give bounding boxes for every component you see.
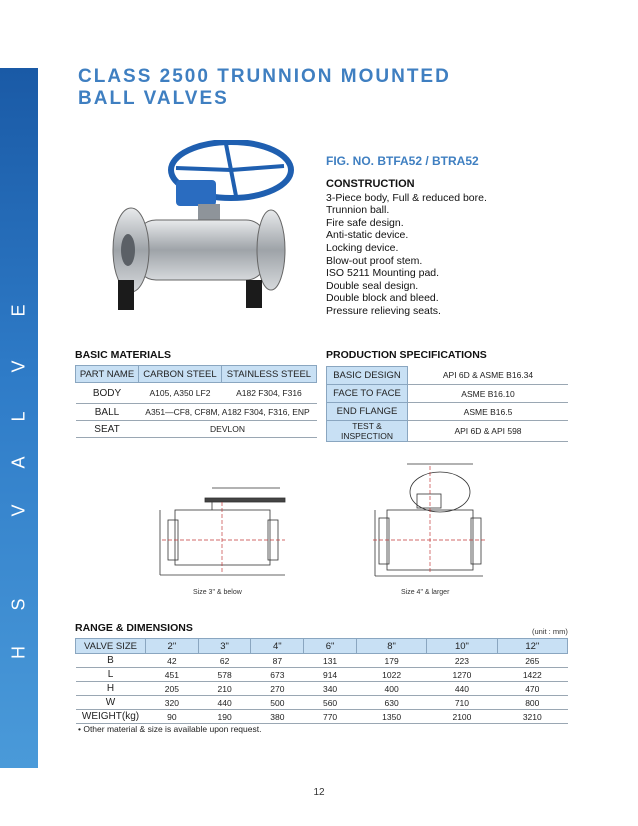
table-cell: 1350 <box>356 710 426 724</box>
side-letter: A <box>8 456 29 469</box>
part-name: BODY <box>76 383 139 404</box>
table-header-row <box>76 639 568 654</box>
part-name: BALL <box>76 404 139 421</box>
table-row <box>76 710 568 724</box>
table-cell: 1422 <box>497 668 567 682</box>
table-cell: 451 <box>146 668 199 682</box>
table-row <box>76 668 568 682</box>
basic-materials-title: BASIC MATERIALS <box>75 349 172 361</box>
spec-value: API 6D & API 598 <box>408 421 569 442</box>
construction-item: Fire safe design. <box>326 216 404 229</box>
table-cell: 710 <box>427 696 497 710</box>
table-header: PART NAME <box>76 366 139 383</box>
table-cell: 440 <box>427 682 497 696</box>
construction-item: Anti-static device. <box>326 229 409 242</box>
table-cell: 380 <box>251 710 304 724</box>
table-cell: 90 <box>146 710 199 724</box>
table-cell: 205 <box>146 682 199 696</box>
table-header: 2" <box>146 639 199 654</box>
spec-key: FACE TO FACE <box>327 385 408 403</box>
table-row <box>76 654 568 668</box>
side-letter: E <box>8 304 29 317</box>
spec-value: API 6D & ASME B16.34 <box>408 367 569 385</box>
construction-item: Double seal design. <box>326 279 419 292</box>
construction-item: Trunnion ball. <box>326 204 390 217</box>
caption-small: Size 3" & below <box>193 589 242 596</box>
page-title <box>78 66 451 110</box>
table-cell: A351—CF8, CF8M, A182 F304, F316, ENP <box>139 404 317 421</box>
row-label: H <box>76 682 146 696</box>
table-cell: 1022 <box>356 668 426 682</box>
page-number: 12 <box>313 787 325 798</box>
construction-item: ISO 5211 Mounting pad. <box>326 267 440 280</box>
table-cell: 400 <box>356 682 426 696</box>
caption-large: Size 4" & larger <box>401 589 450 596</box>
figure-number: FIG. NO. BTFA52 / BTRA52 <box>326 154 479 168</box>
table-cell: 1270 <box>427 668 497 682</box>
spec-key: END FLANGE <box>327 403 408 421</box>
side-banner <box>0 68 38 768</box>
table-row <box>76 696 568 710</box>
table-cell: 340 <box>304 682 357 696</box>
table-header: VALVE SIZE <box>76 639 146 654</box>
table-row <box>327 421 569 442</box>
spec-value: ASME B16.5 <box>408 403 569 421</box>
construction-item: 3-Piece body, Full & reduced bore. <box>326 191 487 204</box>
table-cell: 440 <box>198 696 251 710</box>
side-letter: S <box>8 598 29 611</box>
ball-valve-image <box>106 140 306 320</box>
table-cell: 673 <box>251 668 304 682</box>
table-cell: DEVLON <box>139 421 317 438</box>
table-header: 4" <box>251 639 304 654</box>
side-letter: H <box>8 646 29 659</box>
side-letter: V <box>8 360 29 373</box>
drawing-large-valve <box>365 458 490 583</box>
construction-heading: CONSTRUCTION <box>326 178 415 190</box>
production-title: PRODUCTION SPECIFICATIONS <box>326 349 487 361</box>
table-cell: 470 <box>497 682 567 696</box>
table-cell: 190 <box>198 710 251 724</box>
table-header: 3" <box>198 639 251 654</box>
part-name: SEAT <box>76 421 139 438</box>
table-row <box>76 682 568 696</box>
table-cell: 560 <box>304 696 357 710</box>
table-cell: 770 <box>304 710 357 724</box>
table-cell: 320 <box>146 696 199 710</box>
construction-list <box>326 178 487 318</box>
table-cell: 270 <box>251 682 304 696</box>
title-line-2: BALL VALVES <box>78 88 229 109</box>
table-row <box>76 421 317 438</box>
spec-value: ASME B16.10 <box>408 385 569 403</box>
table-row <box>76 383 317 404</box>
spec-key: BASIC DESIGN <box>327 367 408 385</box>
construction-item: Pressure relieving seats. <box>326 304 441 317</box>
basic-materials-table <box>75 365 317 438</box>
table-cell: 131 <box>304 654 357 668</box>
table-cell: A105, A350 LF2 <box>139 383 222 404</box>
table-cell: 223 <box>427 654 497 668</box>
drawing-small-valve <box>150 480 300 585</box>
table-cell: 3210 <box>497 710 567 724</box>
table-cell: 630 <box>356 696 426 710</box>
row-label: B <box>76 654 146 668</box>
table-cell: A182 F304, F316 <box>221 383 316 404</box>
range-table <box>75 638 568 724</box>
table-cell: 2100 <box>427 710 497 724</box>
table-cell: 500 <box>251 696 304 710</box>
construction-item: Blow-out proof stem. <box>326 254 423 267</box>
table-cell: 914 <box>304 668 357 682</box>
spec-key: TEST & INSPECTION <box>327 421 408 442</box>
table-row <box>327 385 569 403</box>
row-label: W <box>76 696 146 710</box>
table-cell: 265 <box>497 654 567 668</box>
table-cell: 42 <box>146 654 199 668</box>
table-cell: 800 <box>497 696 567 710</box>
table-header: 12" <box>497 639 567 654</box>
row-label: L <box>76 668 146 682</box>
title-line-1: CLASS 2500 TRUNNION MOUNTED <box>78 66 451 87</box>
unit-label: (unit : mm) <box>532 627 568 636</box>
table-header: 6" <box>304 639 357 654</box>
table-cell: 179 <box>356 654 426 668</box>
table-header: CARBON STEEL <box>139 366 222 383</box>
construction-item: Double block and bleed. <box>326 292 439 305</box>
table-header: STAINLESS STEEL <box>221 366 316 383</box>
table-header-row <box>76 366 317 383</box>
side-letter: V <box>8 504 29 517</box>
table-header: 8" <box>356 639 426 654</box>
construction-item: Locking device. <box>326 241 399 254</box>
range-title: RANGE & DIMENSIONS <box>75 622 193 634</box>
table-row <box>327 367 569 385</box>
row-label: WEIGHT(kg) <box>76 710 146 724</box>
table-cell: 62 <box>198 654 251 668</box>
table-row <box>76 404 317 421</box>
table-cell: 87 <box>251 654 304 668</box>
table-header: 10" <box>427 639 497 654</box>
side-letter: L <box>8 411 29 422</box>
table-cell: 578 <box>198 668 251 682</box>
production-table <box>326 366 568 442</box>
footnote: • Other material & size is available upon request. <box>78 724 262 734</box>
table-cell: 210 <box>198 682 251 696</box>
table-row <box>327 403 569 421</box>
